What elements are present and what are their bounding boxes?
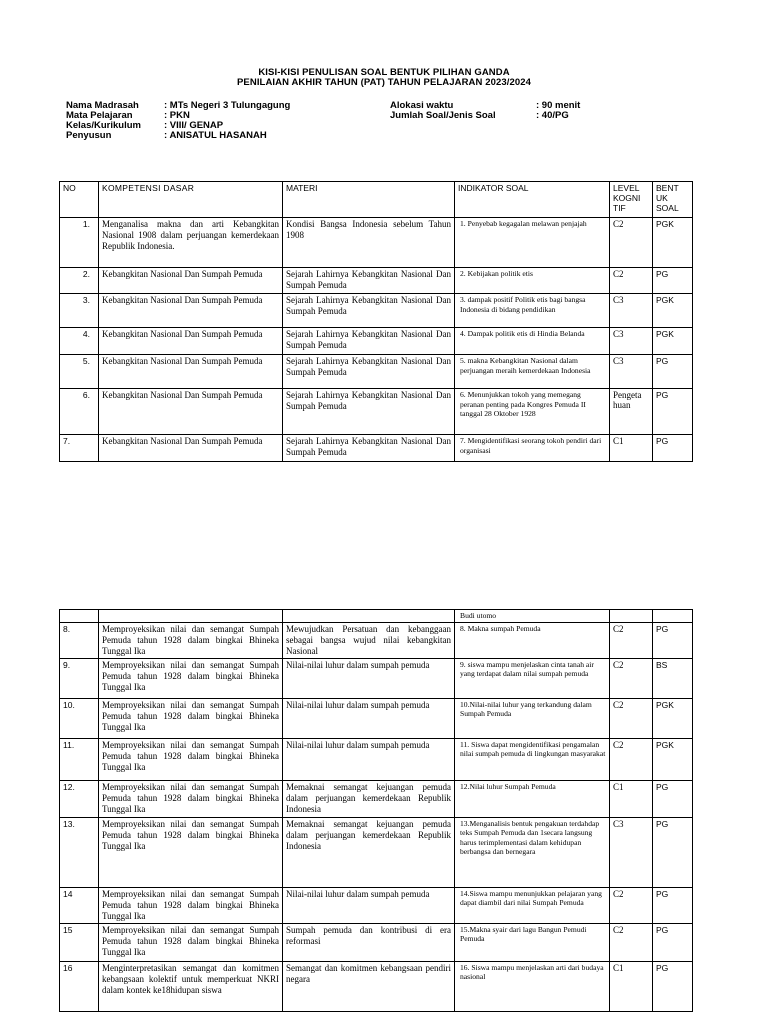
meta-mata-pelajaran: Mata Pelajaran : PKN — [66, 110, 190, 121]
cell-bentuk-soal: PG — [653, 355, 693, 389]
cell-no: 9. — [60, 658, 99, 698]
cell-kompetensi-dasar: Kebangkitan Nasional Dan Sumpah Pemuda — [99, 389, 283, 435]
cell-level-kognitif: Pengeta huan — [610, 389, 653, 435]
table-row — [60, 887, 693, 923]
cell-bentuk-soal: PG — [653, 435, 693, 462]
cell-materi: Nilai-nilai luhur dalam sumpah pemuda — [283, 698, 455, 738]
table-row — [60, 218, 693, 268]
cell-indikator-soal: 15.Makna syair dari lagu Bangun Pemudi Pemuda — [455, 923, 610, 961]
table-row — [60, 328, 693, 355]
cell-kompetensi-dasar: Menginterpretasikan semangat dan komitmen kebangsaan kolektif untuk memperkuat NKRI dalam kontek ke18hidupan siswa — [99, 961, 283, 1011]
header-kompetensi-dasar: KOMPETENSI DASAR — [99, 182, 283, 218]
cell-indikator-soal: 4. Dampak politik etis di Hindia Belanda — [455, 328, 610, 355]
cell-materi: Nilai-nilai luhur dalam sumpah pemuda — [283, 738, 455, 780]
table-row — [60, 780, 693, 817]
table-row — [60, 610, 693, 623]
meta-kelas-kurikulum: Kelas/Kurikulum : VIII/ GENAP — [66, 120, 224, 131]
table-row — [60, 817, 693, 887]
table-row — [60, 389, 693, 435]
table-row — [60, 268, 693, 294]
cell-indikator-soal: 9. siswa mampu menjelaskan cinta tanah air yang terdapat dalam nilai sumpah pemuda — [455, 658, 610, 698]
cell-materi: Sejarah Lahirnya Kebangkitan Nasional Dan Sumpah Pemuda — [283, 355, 455, 389]
table-row — [60, 622, 693, 658]
cell-indikator-soal: 3. dampak positif Politik etis bagi bangsa Indonesia di bidang pendidikan — [455, 294, 610, 328]
cell-level-kognitif: C1 — [610, 961, 653, 1011]
cell-bentuk-soal: PGK — [653, 328, 693, 355]
cell-materi: Sejarah Lahirnya Kebangkitan Nasional Dan Sumpah Pemuda — [283, 435, 455, 462]
cell-bentuk-soal: BS — [653, 658, 693, 698]
cell-materi: Nilai-nilai luhur dalam sumpah pemuda — [283, 658, 455, 698]
cell-kompetensi-dasar: Memproyeksikan nilai dan semangat Sumpah Pemuda tahun 1928 dalam bingkai Bhineka Tunggal Ika — [99, 817, 283, 887]
cell-no: 7. — [60, 435, 99, 462]
cell-bentuk-soal: PG — [653, 887, 693, 923]
cell-bentuk-soal: PG — [653, 923, 693, 961]
cell-indikator-soal: 10.Nilai-nilai luhur yang terkandung dalam Sumpah Pemuda — [455, 698, 610, 738]
cell-no: 16 — [60, 961, 99, 1011]
cell-kompetensi-dasar: Kebangkitan Nasional Dan Sumpah Pemuda — [99, 435, 283, 462]
meta-penyusun: Penyusun : ANISATUL HASANAH — [66, 130, 267, 141]
cell-bentuk-soal: PG — [653, 268, 693, 294]
cell-no — [60, 610, 99, 623]
cell-no: 14 — [60, 887, 99, 923]
cell-level-kognitif: C3 — [610, 294, 653, 328]
cell-kompetensi-dasar: Memproyeksikan nilai dan semangat Sumpah Pemuda tahun 1928 dalam bingkai Bhineka Tunggal Ika — [99, 780, 283, 817]
cell-level-kognitif: C3 — [610, 355, 653, 389]
table-row — [60, 961, 693, 1011]
cell-no: 12. — [60, 780, 99, 817]
cell-materi: Mewujudkan Persatuan dan kebanggaan sebagai bangsa wujud nilai kebangkitan Nasional — [283, 622, 455, 658]
document-title-line-2: PENILAIAN AKHIR TAHUN (PAT) TAHUN PELAJARAN 2023/2024 — [236, 77, 532, 88]
cell-no: 1. — [60, 218, 99, 268]
cell-bentuk-soal — [653, 610, 693, 623]
cell-kompetensi-dasar: Memproyeksikan nilai dan semangat Sumpah Pemuda tahun 1928 dalam bingkai Bhineka Tunggal Ika — [99, 923, 283, 961]
cell-level-kognitif: C3 — [610, 817, 653, 887]
cell-level-kognitif: C2 — [610, 268, 653, 294]
cell-materi: Memaknai semangat kejuangan pemuda dalam perjuangan kemerdekaan Republik Indonesia — [283, 780, 455, 817]
meta-nama-madrasah: Nama Madrasah : MTs Negeri 3 Tulungagung — [66, 100, 291, 111]
cell-materi: Kondisi Bangsa Indonesia sebelum Tahun 1908 — [283, 218, 455, 268]
table-row — [60, 738, 693, 780]
table-row — [60, 698, 693, 738]
cell-materi: Sejarah Lahirnya Kebangkitan Nasional Dan Sumpah Pemuda — [283, 389, 455, 435]
cell-kompetensi-dasar — [99, 610, 283, 623]
cell-level-kognitif: C2 — [610, 622, 653, 658]
cell-kompetensi-dasar: Memproyeksikan nilai dan semangat Sumpah Pemuda tahun 1928 dalam bingkai Bhineka Tunggal Ika — [99, 738, 283, 780]
cell-kompetensi-dasar: Memproyeksikan nilai dan semangat Sumpah Pemuda tahun 1928 dalam bingkai Bhineka Tunggal Ika — [99, 622, 283, 658]
cell-materi — [283, 610, 455, 623]
header-level-kognitif: LEVEL KOGNI TIF — [610, 182, 653, 218]
document-title-line-1: KISI-KISI PENULISAN SOAL BENTUK PILIHAN GANDA — [258, 67, 510, 78]
cell-level-kognitif: C2 — [610, 698, 653, 738]
cell-indikator-soal: 5. makna Kebangkitan Nasional dalam perjuangan meraih kemerdekaan Indonesia — [455, 355, 610, 389]
table-row — [60, 355, 693, 389]
cell-kompetensi-dasar: Menganalisa makna dan arti Kebangkitan Nasional 1908 dalam perjuangan kemerdekaan Republik Indonesia. — [99, 218, 283, 268]
cell-level-kognitif: C2 — [610, 738, 653, 780]
cell-indikator-soal: 16. Siswa mampu menjelaskan arti dari budaya nasional — [455, 961, 610, 1011]
cell-indikator-soal: 11. Siswa dapat mengidentifikasi pengamalan nilai sumpah pemuda di lingkungan masyarakat — [455, 738, 610, 780]
cell-kompetensi-dasar: Memproyeksikan nilai dan semangat Sumpah Pemuda tahun 1928 dalam bingkai Bhineka Tunggal Ika — [99, 698, 283, 738]
cell-indikator-soal: 6. Menunjukkan tokoh yang memegang peranan penting pada Kongres Pemuda II tanggal 28 Oktober 1928 — [455, 389, 610, 435]
cell-kompetensi-dasar: Memproyeksikan nilai dan semangat Sumpah Pemuda tahun 1928 dalam bingkai Bhineka Tunggal Ika — [99, 887, 283, 923]
cell-materi: Semangat dan komitmen kebangsaan pendiri negara — [283, 961, 455, 1011]
cell-materi: Memaknai semangat kejuangan pemuda dalam perjuangan kemerdekaan Republik Indonesia — [283, 817, 455, 887]
cell-no: 5. — [60, 355, 99, 389]
header-no: NO — [60, 182, 99, 218]
meta-alokasi-waktu: Alokasi waktu : 90 menit — [390, 100, 581, 111]
table-row — [60, 923, 693, 961]
cell-level-kognitif: C1 — [610, 780, 653, 817]
cell-bentuk-soal: PGK — [653, 294, 693, 328]
cell-kompetensi-dasar: Kebangkitan Nasional Dan Sumpah Pemuda — [99, 355, 283, 389]
cell-bentuk-soal: PGK — [653, 738, 693, 780]
cell-kompetensi-dasar: Memproyeksikan nilai dan semangat Sumpah Pemuda tahun 1928 dalam bingkai Bhineka Tunggal Ika — [99, 658, 283, 698]
cell-indikator-soal: 7. Mengidentifikasi seorang tokoh pendiri dari organisasi — [455, 435, 610, 462]
cell-materi: Nilai-nilai luhur dalam sumpah pemuda — [283, 887, 455, 923]
meta-right-block — [390, 101, 580, 121]
cell-bentuk-soal: PG — [653, 961, 693, 1011]
header-materi: MATERI — [283, 182, 455, 218]
cell-bentuk-soal: PG — [653, 817, 693, 887]
cell-level-kognitif: C3 — [610, 328, 653, 355]
kisi-table-page-2 — [59, 609, 693, 1012]
cell-indikator-soal: 1. Penyebab kegagalan melawan penjajah — [455, 218, 610, 268]
header-indikator-soal: INDIKATOR SOAL — [455, 182, 610, 218]
cell-no: 2. — [60, 268, 99, 294]
cell-no: 8. — [60, 622, 99, 658]
cell-no: 6. — [60, 389, 99, 435]
cell-bentuk-soal: PGK — [653, 698, 693, 738]
cell-bentuk-soal: PGK — [653, 218, 693, 268]
cell-no: 15 — [60, 923, 99, 961]
meta-left-block — [66, 101, 290, 141]
cell-kompetensi-dasar: Kebangkitan Nasional Dan Sumpah Pemuda — [99, 268, 283, 294]
cell-materi: Sejarah Lahirnya Kebangkitan Nasional Dan Sumpah Pemuda — [283, 294, 455, 328]
cell-level-kognitif: C2 — [610, 218, 653, 268]
table-header-row — [60, 182, 693, 218]
header-bentuk-soal: BENT UK SOAL — [653, 182, 693, 218]
table-row — [60, 294, 693, 328]
cell-no: 4. — [60, 328, 99, 355]
cell-indikator-soal: 2. Kebijakan politik etis — [455, 268, 610, 294]
kisi-table-page-1 — [59, 181, 693, 462]
cell-bentuk-soal: PG — [653, 389, 693, 435]
cell-no: 3. — [60, 294, 99, 328]
table-row — [60, 658, 693, 698]
table-row — [60, 435, 693, 462]
cell-indikator-soal: 8. Makna sumpah Pemuda — [455, 622, 610, 658]
cell-kompetensi-dasar: Kebangkitan Nasional Dan Sumpah Pemuda — [99, 294, 283, 328]
cell-indikator-soal: 12.Nilai luhur Sumpah Pemuda — [455, 780, 610, 817]
cell-bentuk-soal: PG — [653, 622, 693, 658]
cell-indikator-soal: 13.Menganalisis bentuk pengakuan terdahdap teks Sumpah Pemuda dan 1secara langsung harus terimplementasi dalam kehidupan berbangsa dan bernegara — [455, 817, 610, 887]
cell-no: 10. — [60, 698, 99, 738]
cell-level-kognitif: C2 — [610, 923, 653, 961]
cell-no: 13. — [60, 817, 99, 887]
cell-indikator-soal: 14.Siswa mampu menunjukkan pelajaran yang dapat diambil dari nilai Sumpah Pemuda — [455, 887, 610, 923]
cell-level-kognitif — [610, 610, 653, 623]
cell-level-kognitif: C2 — [610, 658, 653, 698]
meta-jumlah-soal: Jumlah Soal/Jenis Soal : 40/PG — [390, 110, 569, 121]
cell-level-kognitif: C2 — [610, 887, 653, 923]
cell-kompetensi-dasar: Kebangkitan Nasional Dan Sumpah Pemuda — [99, 328, 283, 355]
cell-indikator-soal: Budi utomo — [455, 610, 610, 623]
cell-level-kognitif: C1 — [610, 435, 653, 462]
cell-materi: Sumpah pemuda dan kontribusi di era reformasi — [283, 923, 455, 961]
cell-materi: Sejarah Lahirnya Kebangkitan Nasional Dan Sumpah Pemuda — [283, 268, 455, 294]
cell-no: 11. — [60, 738, 99, 780]
cell-bentuk-soal: PG — [653, 780, 693, 817]
cell-materi: Sejarah Lahirnya Kebangkitan Nasional Dan Sumpah Pemuda — [283, 328, 455, 355]
